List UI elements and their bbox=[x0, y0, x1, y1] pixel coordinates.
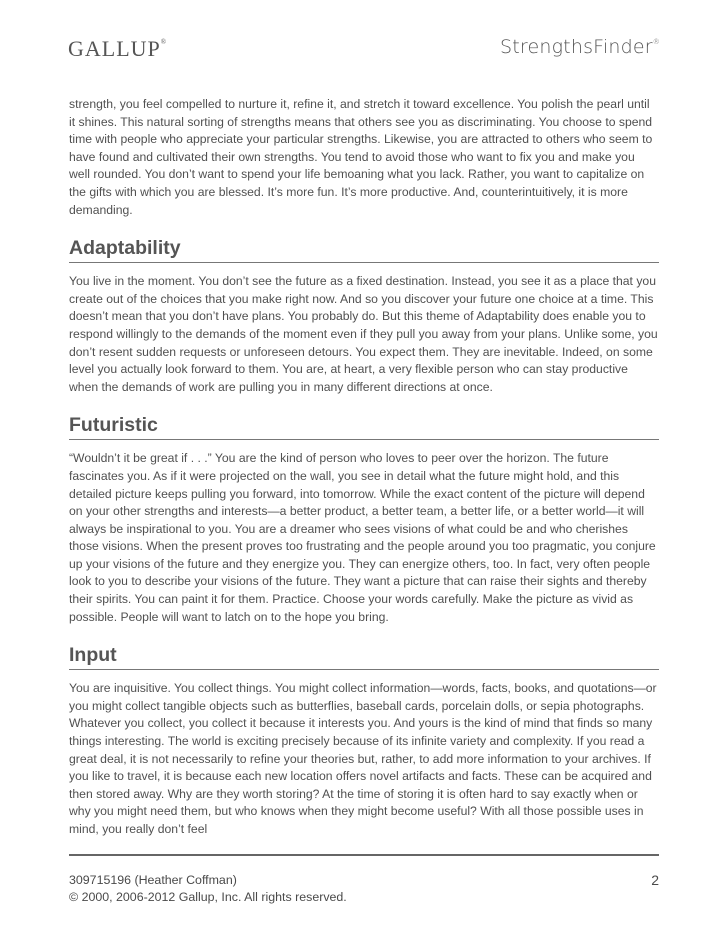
page-header bbox=[68, 30, 660, 70]
section-adaptability bbox=[69, 237, 659, 396]
section-title: Futuristic bbox=[69, 414, 659, 440]
footer-id-line: 309715196 (Heather Coffman) bbox=[69, 873, 237, 887]
page-number: 2 bbox=[651, 872, 659, 888]
gallup-registered-mark: ® bbox=[160, 38, 168, 46]
section-text: “Wouldn’t it be great if . . .” You are the kind of person who loves to peer over the horizon. The future fascinates you. As if it were projected on the wall, you see in detail what the future might hold, and this detailed picture keeps pulling you forward, into tomorrow. While the exact content of the picture will depend on your other strengths and interests—a better product, a better team, a better life, or a better world—it will always be inspirational to you. You are a dreamer who sees visions of what could be and who cherishes those visions. When the present proves too frustrating and the people around you too pragmatic, you conjure up your visions of the future and they energize you. They can energize others, too. In fact, very often people look to you to describe your visions of the future. They want a picture that can raise their sights and thereby their spirits. You can paint it for them. Practice. Choose your words carefully. Make the picture as vivid as possible. People will want to latch on to the hope you bring. bbox=[69, 451, 656, 624]
section-input bbox=[69, 644, 659, 838]
page-footer bbox=[69, 872, 347, 906]
section-text: You live in the moment. You don’t see the future as a fixed destination. Instead, you see it as a place that you create out of the choices that you make right now. And so you discover your future one choice at a time. This doesn’t mean that you don’t have plans. You probably do. But this theme of Adaptability does enable you to respond willingly to the demands of the moment even if they pull you away from your plans. Unlike some, you don’t resent sudden requests or unforeseen detours. You expect them. They are inevitable. Indeed, on some level you actually look forward to them. You are, at heart, a very flexible person who can stay productive when the demands of work are pulling you in many different directions at once. bbox=[69, 274, 658, 394]
intro-paragraph: strength, you feel compelled to nurture it, refine it, and stretch it toward excellence. You polish the pearl until it shines. This natural sorting of strengths means that others see you as discriminating. You choose to spend time with people who appreciate your particular strengths. Likewise, you are attracted to others who seem to have found and cultivated their own strengths. You tend to avoid those who want to fix you and make you well rounded. You don’t want to spend your life bemoaning what you lack. Rather, you want to capitalize on the gifts with which you are blessed. It’s more fun. It’s more productive. And, counterintuitively, it is more demanding. bbox=[69, 97, 653, 217]
footer-divider bbox=[69, 854, 659, 856]
footer-copyright: © 2000, 2006-2012 Gallup, Inc. All rights reserved. bbox=[69, 890, 347, 904]
strengthsfinder-logo bbox=[500, 36, 660, 58]
section-title: Adaptability bbox=[69, 237, 659, 263]
strengthsfinder-registered-mark: ® bbox=[652, 38, 660, 46]
section-futuristic bbox=[69, 414, 659, 626]
gallup-logo bbox=[68, 36, 167, 62]
page-content bbox=[69, 96, 659, 839]
strengthsfinder-logo-text: StrengthsFinder bbox=[499, 36, 653, 58]
section-title: Input bbox=[69, 644, 659, 670]
gallup-logo-text: GALLUP bbox=[68, 36, 161, 61]
section-text: You are inquisitive. You collect things. You might collect information—words, facts, books, and quotations—or you might collect tangible objects such as butterflies, baseball cards, porcelain dolls, or sepia photographs. Whatever you collect, you collect it because it interests you. And yours is the kind of mind that finds so many things interesting. The world is exciting precisely because of its infinite variety and complexity. If you read a great deal, it is not necessarily to refine your theories but, rather, to add more information to your archives. If you like to travel, it is because each new location offers novel artifacts and facts. These can be acquired and then stored away. Why are they worth storing? At the time of storing it is often hard to say exactly when or why you might need them, but who knows when they might become useful? With all those possible uses in mind, you really don’t feel bbox=[69, 681, 657, 836]
